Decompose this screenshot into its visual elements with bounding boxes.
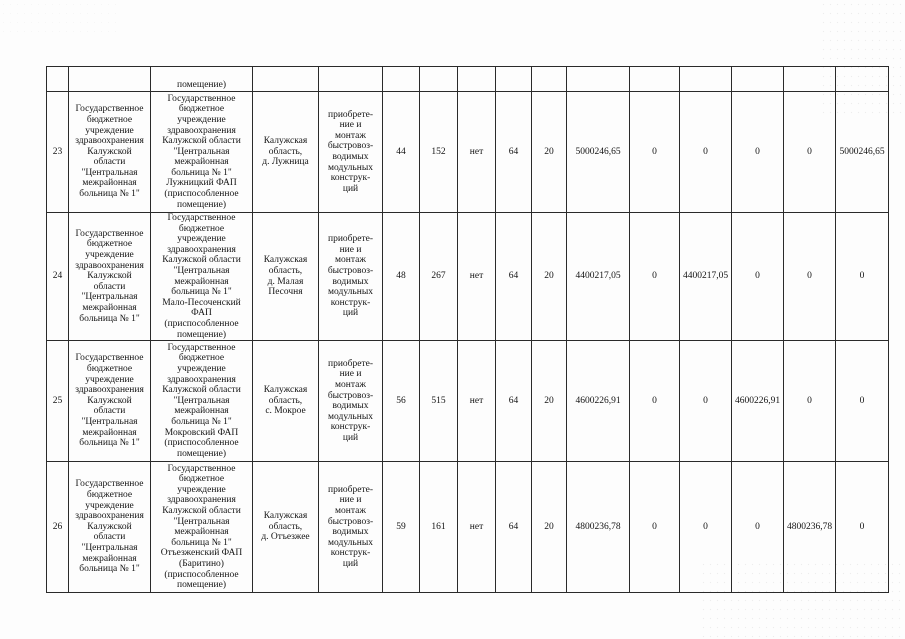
table-row xyxy=(47,341,889,462)
value-cell: нет xyxy=(458,92,496,213)
year-cost-cell: 0 xyxy=(630,462,680,593)
year-cost-cell: 0 xyxy=(732,462,784,593)
table-cell xyxy=(496,67,532,92)
facility-cell: Государственное бюджетное учреждение здравоохранения Калужской области "Центральная межрайонная больница № 1" Мокровский ФАП (приспособленное помещение) xyxy=(151,341,253,462)
facility-cell: Государственное бюджетное учреждение здравоохранения Калужской области "Центральная межрайонная больница № 1" Мало-Песоченский ФАП (приспособленное помещение) xyxy=(151,213,253,341)
institution-cell: Государственное бюджетное учреждение здравоохранения Калужской области "Центральная межрайонная больница № 1" xyxy=(69,213,151,341)
year-cost-cell: 0 xyxy=(630,213,680,341)
location-cell: Калужская область, д. Отъезжее xyxy=(253,462,319,593)
value-cell: 20 xyxy=(532,341,567,462)
value-cell: 64 xyxy=(496,341,532,462)
table-cell xyxy=(836,67,889,92)
value-cell: 59 xyxy=(383,462,420,593)
scan-noise xyxy=(0,0,120,40)
value-cell: 515 xyxy=(420,341,458,462)
table-row xyxy=(47,92,889,213)
value-cell: 64 xyxy=(496,462,532,593)
work-type-cell: приобрете- ние и монтаж быстровоз- водимых модульных конструк- ций xyxy=(319,462,383,593)
table-cell xyxy=(732,67,784,92)
total-cost-cell: 5000246,65 xyxy=(567,92,630,213)
total-cost-cell: 4600226,91 xyxy=(567,341,630,462)
table-cell xyxy=(319,67,383,92)
row-index: 23 xyxy=(47,92,69,213)
row-index: 26 xyxy=(47,462,69,593)
year-cost-cell: 0 xyxy=(836,213,889,341)
value-cell: нет xyxy=(458,213,496,341)
table-cell xyxy=(458,67,496,92)
value-cell: 267 xyxy=(420,213,458,341)
table-row xyxy=(47,213,889,341)
year-cost-cell: 0 xyxy=(732,213,784,341)
institution-cell: Государственное бюджетное учреждение здравоохранения Калужской области "Центральная межрайонная больница № 1" xyxy=(69,462,151,593)
value-cell: 20 xyxy=(532,213,567,341)
location-cell: Калужская область, с. Мокрое xyxy=(253,341,319,462)
row-index: 25 xyxy=(47,341,69,462)
institution-cell: Государственное бюджетное учреждение здравоохранения Калужской области "Центральная межрайонная больница № 1" xyxy=(69,341,151,462)
year-cost-cell: 0 xyxy=(836,341,889,462)
facility-cell: Государственное бюджетное учреждение здравоохранения Калужской области "Центральная межрайонная больница № 1" Отъезженский ФАП (Баритино) (приспособленное помещение) xyxy=(151,462,253,593)
year-cost-cell: 0 xyxy=(630,341,680,462)
year-cost-cell: 0 xyxy=(680,341,732,462)
value-cell: нет xyxy=(458,462,496,593)
total-cost-cell: 4800236,78 xyxy=(567,462,630,593)
year-cost-cell: 5000246,65 xyxy=(836,92,889,213)
year-cost-cell: 4600226,91 xyxy=(732,341,784,462)
value-cell: 64 xyxy=(496,213,532,341)
table-cell xyxy=(680,67,732,92)
year-cost-cell: 0 xyxy=(836,462,889,593)
table-cell xyxy=(47,67,69,92)
year-cost-cell: 0 xyxy=(784,92,836,213)
table-cell xyxy=(784,67,836,92)
value-cell: 20 xyxy=(532,462,567,593)
table-cell xyxy=(253,67,319,92)
table-cell xyxy=(567,67,630,92)
year-cost-cell: 0 xyxy=(630,92,680,213)
facilities-table xyxy=(46,66,889,593)
year-cost-cell: 4800236,78 xyxy=(784,462,836,593)
table-row xyxy=(47,67,889,92)
work-type-cell: приобрете- ние и монтаж быстровоз- водимых модульных конструк- ций xyxy=(319,341,383,462)
table-row xyxy=(47,462,889,593)
year-cost-cell: 0 xyxy=(732,92,784,213)
value-cell: 44 xyxy=(383,92,420,213)
table-cell xyxy=(383,67,420,92)
value-cell: нет xyxy=(458,341,496,462)
table-cell xyxy=(630,67,680,92)
work-type-cell: приобрете- ние и монтаж быстровоз- водимых модульных конструк- ций xyxy=(319,92,383,213)
facility-cell: Государственное бюджетное учреждение здравоохранения Калужской области "Центральная межрайонная больница № 1" Лужницкий ФАП (приспособленное помещение) xyxy=(151,92,253,213)
value-cell: 56 xyxy=(383,341,420,462)
table-cell xyxy=(69,67,151,92)
row-index: 24 xyxy=(47,213,69,341)
location-cell: Калужская область, д. Лужница xyxy=(253,92,319,213)
table-cell: помещение) xyxy=(151,67,253,92)
location-cell: Калужская область, д. Малая Песочня xyxy=(253,213,319,341)
total-cost-cell: 4400217,05 xyxy=(567,213,630,341)
value-cell: 48 xyxy=(383,213,420,341)
year-cost-cell: 0 xyxy=(680,92,732,213)
value-cell: 20 xyxy=(532,92,567,213)
year-cost-cell: 0 xyxy=(784,213,836,341)
value-cell: 64 xyxy=(496,92,532,213)
year-cost-cell: 4400217,05 xyxy=(680,213,732,341)
year-cost-cell: 0 xyxy=(680,462,732,593)
value-cell: 152 xyxy=(420,92,458,213)
table-cell xyxy=(532,67,567,92)
table-cell xyxy=(420,67,458,92)
year-cost-cell: 0 xyxy=(784,341,836,462)
value-cell: 161 xyxy=(420,462,458,593)
work-type-cell: приобрете- ние и монтаж быстровоз- водимых модульных конструк- ций xyxy=(319,213,383,341)
institution-cell: Государственное бюджетное учреждение здравоохранения Калужской области "Центральная межрайонная больница № 1" xyxy=(69,92,151,213)
